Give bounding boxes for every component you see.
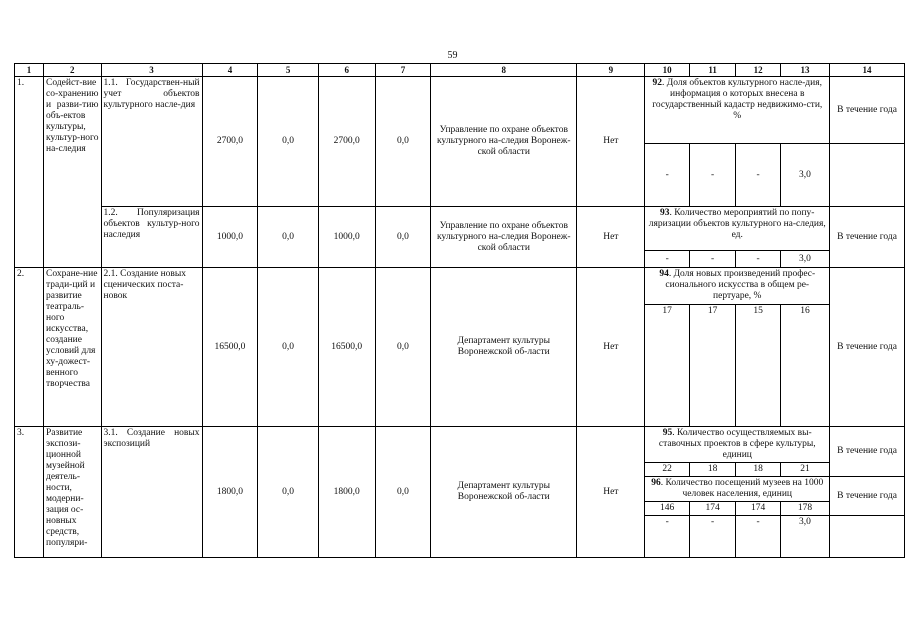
- term-cell: В течение года: [830, 477, 905, 516]
- header-cell: 6: [318, 64, 375, 77]
- cell-col9: Нет: [577, 427, 645, 558]
- header-cell: 1: [15, 64, 44, 77]
- row-number: 1.: [15, 77, 44, 268]
- header-cell: 13: [780, 64, 829, 77]
- indicator-cell: [645, 477, 830, 502]
- indicator-text: . Доля объектов культурного насле-дия, информация о которых внесена в государственный кадастр недвижимо-сти, %: [652, 78, 823, 121]
- header-cell: 10: [645, 64, 690, 77]
- cell-col9: Нет: [577, 77, 645, 207]
- cell-col9: Нет: [577, 268, 645, 427]
- value-col11: 18: [689, 463, 735, 477]
- value-col12: 18: [736, 463, 781, 477]
- header-cell: 8: [431, 64, 577, 77]
- value-col13: 178: [780, 502, 829, 516]
- empty-cell: [830, 144, 905, 207]
- header-cell: 5: [258, 64, 318, 77]
- cell-col5: 0,0: [258, 77, 318, 207]
- value-col13: 16: [780, 305, 829, 427]
- value-col10: 17: [645, 305, 690, 427]
- cell-col4: 16500,0: [202, 268, 258, 427]
- indicator-cell: [645, 268, 830, 305]
- executor-cell: Управление по охране объектов культурного на-следия Воронеж-ской области: [431, 77, 577, 207]
- executor-cell: Управление по охране объектов культурного на-следия Воронеж-ской области: [431, 207, 577, 268]
- header-cell: 14: [830, 64, 905, 77]
- measure-cell: 1.1. Государствен-ный учет объектов культурного насле-дия: [101, 77, 202, 207]
- table-row: [15, 427, 905, 463]
- cell-col6: 1800,0: [318, 427, 375, 558]
- value-col12: 15: [736, 305, 781, 427]
- cell-col5: 0,0: [258, 207, 318, 268]
- header-cell: 12: [736, 64, 781, 77]
- value-col10: -: [645, 144, 690, 207]
- value-col10: 22: [645, 463, 690, 477]
- cell-col7: 0,0: [375, 427, 431, 558]
- header-row: [15, 64, 905, 77]
- header-cell: 7: [375, 64, 431, 77]
- measure-cell: 3.1. Создание новых экспозиций: [101, 427, 202, 558]
- term-cell: В течение года: [830, 427, 905, 477]
- value-col11: -: [689, 144, 735, 207]
- row-number: 2.: [15, 268, 44, 427]
- cell-col9: Нет: [577, 207, 645, 268]
- goal-cell: Развитие экспози-ционной музейной деятель-ности, модерни-зация ос-новных средств, популяри-: [44, 427, 102, 558]
- table-row: [15, 268, 905, 305]
- value-col12: -: [736, 516, 781, 558]
- value-col11: 174: [689, 502, 735, 516]
- measure-cell: 1.2. Популяризация объектов культур-ного наследия: [101, 207, 202, 268]
- indicator-cell: [645, 427, 830, 463]
- indicator-number: 94: [659, 269, 669, 279]
- value-col11: -: [689, 516, 735, 558]
- cell-col6: 16500,0: [318, 268, 375, 427]
- indicator-cell: [645, 77, 830, 144]
- indicator-cell: [645, 207, 830, 251]
- term-cell: В течение года: [830, 268, 905, 427]
- table-row: [15, 77, 905, 144]
- row-number: 3.: [15, 427, 44, 558]
- empty-cell: [830, 516, 905, 558]
- value-col13: 21: [780, 463, 829, 477]
- cell-col7: 0,0: [375, 268, 431, 427]
- value-col12: -: [736, 144, 781, 207]
- value-col13: 3,0: [780, 144, 829, 207]
- cell-col6: 2700,0: [318, 77, 375, 207]
- value-col10: -: [645, 516, 690, 558]
- table-row: [15, 207, 905, 251]
- cell-col4: 1800,0: [202, 427, 258, 558]
- header-cell: 2: [44, 64, 102, 77]
- cell-col5: 0,0: [258, 268, 318, 427]
- term-cell: В течение года: [830, 77, 905, 144]
- value-col13: 3,0: [780, 516, 829, 558]
- value-col10: -: [645, 251, 690, 268]
- executor-cell: Департамент культуры Воронежской об-ласти: [431, 268, 577, 427]
- header-cell: 4: [202, 64, 258, 77]
- cell-col4: 2700,0: [202, 77, 258, 207]
- goal-cell: Содейст-вие со-хранению и разви-тию объ-ектов культуры, культур-ного на-следия: [44, 77, 102, 268]
- indicator-number: 95: [662, 428, 673, 438]
- cell-col6: 1000,0: [318, 207, 375, 268]
- indicator-number: 96: [651, 478, 661, 488]
- cell-col7: 0,0: [375, 77, 431, 207]
- indicator-number: 93: [660, 208, 670, 218]
- value-col12: 174: [736, 502, 781, 516]
- value-col13: 3,0: [780, 251, 829, 268]
- indicator-number: 92: [652, 78, 663, 88]
- cell-col7: 0,0: [375, 207, 431, 268]
- header-cell: 11: [689, 64, 735, 77]
- value-col10: 146: [645, 502, 690, 516]
- executor-cell: Департамент культуры Воронежской об-ласти: [431, 427, 577, 558]
- value-col12: -: [736, 251, 781, 268]
- measure-cell: 2.1. Создание новых сценических поста-новок: [101, 268, 202, 427]
- cell-col5: 0,0: [258, 427, 318, 558]
- goal-cell: Сохране-ние тради-ций и развитие театраль-ного искусства, создание условий для ху-дожест-венного творчества: [44, 268, 102, 427]
- value-col11: 17: [689, 305, 735, 427]
- cell-col4: 1000,0: [202, 207, 258, 268]
- header-cell: 3: [101, 64, 202, 77]
- value-col11: -: [689, 251, 735, 268]
- header-cell: 9: [577, 64, 645, 77]
- term-cell: В течение года: [830, 207, 905, 268]
- indicator-text: . Количество осуществляемых вы-ставочных проектов в сфере культуры, единиц: [658, 428, 816, 460]
- indicator-text: . Количество посещений музеев на 1000 человек населения, единиц: [660, 478, 824, 499]
- program-table: [14, 63, 905, 558]
- indicator-text: . Доля новых произведений профес-сионального искусства в общем ре-пертуаре, %: [665, 269, 816, 301]
- page-number: 59: [447, 50, 458, 61]
- indicator-text: . Количество мероприятий по попу-ляризации объектов культурного на-следия, ед.: [648, 208, 826, 240]
